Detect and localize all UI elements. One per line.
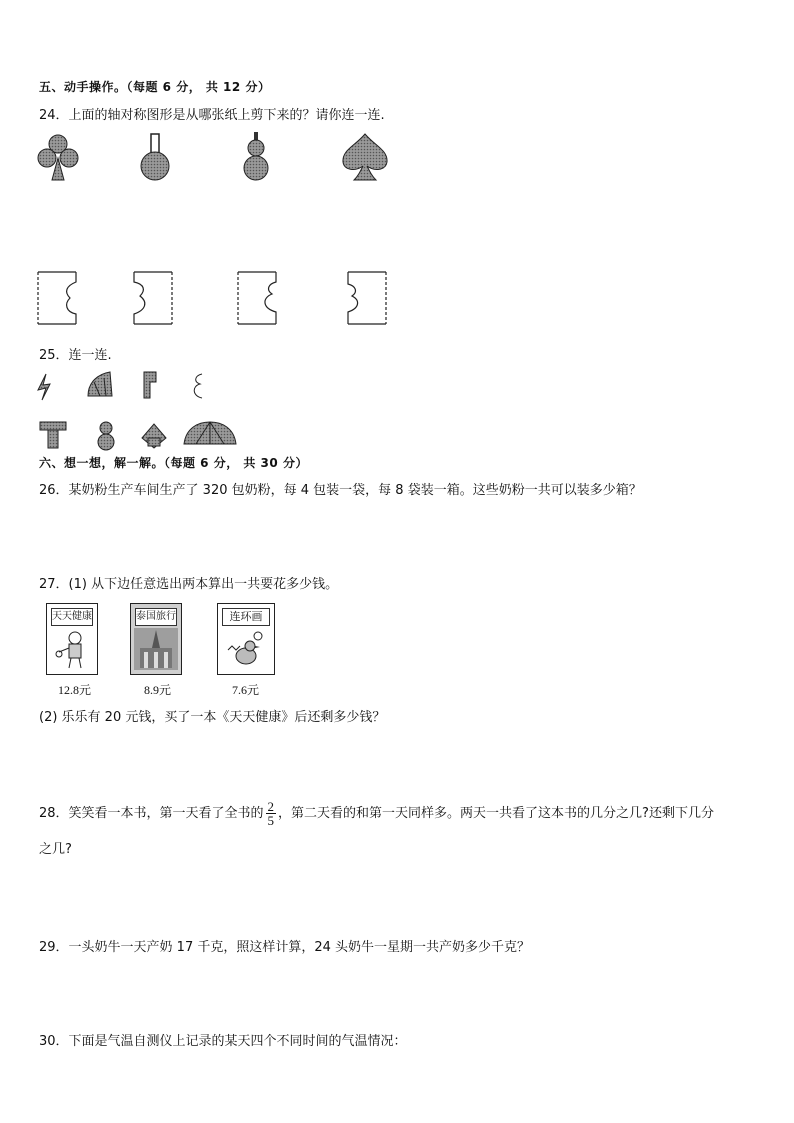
boy-illustration-icon xyxy=(51,628,93,670)
q24-bottom-papers xyxy=(30,268,400,330)
book-lianhuanhua xyxy=(217,603,275,675)
folded-paper-a-icon xyxy=(38,272,76,324)
umbrella-half-icon xyxy=(88,372,112,396)
club-shape-icon xyxy=(38,135,78,180)
book-tiantian-jiankang xyxy=(46,603,98,675)
q27-part1: 27．(1) 从下边任意选出两本算出一共要花多少钱。 xyxy=(39,577,339,592)
section6-heading: 六、想一想，解一解。（每题 6 分， 共 30 分） xyxy=(39,456,308,470)
bird-illustration-icon xyxy=(224,630,268,668)
q26-text: 26．某奶粉生产车间生产了 320 包奶粉，每 4 包装一袋，每 8 袋装一箱。这些奶粉一共可以装多少箱？ xyxy=(39,483,642,498)
book-price: 12.8元 xyxy=(58,683,92,697)
gourd-shape-icon xyxy=(244,132,268,180)
tree-figure-icon xyxy=(40,422,66,448)
gourd-half-icon xyxy=(194,374,202,398)
book-title: 天天健康 xyxy=(51,608,93,626)
book-title: 连环画 xyxy=(222,608,270,626)
q28-before: 28．笑笑看一本书，第一天看了全书的 xyxy=(39,806,264,821)
folded-paper-b-icon xyxy=(134,272,172,324)
q28-line2: 之几? xyxy=(39,842,72,857)
fraction-numerator: 2 xyxy=(267,799,275,814)
house-figure-icon xyxy=(142,424,166,448)
gourd-figure-icon xyxy=(98,422,114,450)
book-price: 8.9元 xyxy=(144,683,172,697)
q24-top-shapes xyxy=(30,130,400,190)
q27-part2: (2) 乐乐有 20 元钱，买了一本《天天健康》后还剩多少钱？ xyxy=(39,710,386,725)
book-price: 7.6元 xyxy=(232,683,260,697)
q28-after: ，第二天看的和第一天同样多。两天一共看了这本书的几分之几?还剩下几分 xyxy=(278,806,714,821)
q24-text: 24．上面的轴对称图形是从哪张纸上剪下来的？请你连一连. xyxy=(39,108,385,123)
temple-illustration-icon xyxy=(134,628,178,670)
q25-top-halves xyxy=(34,368,224,404)
q29-text: 29．一头奶牛一天产奶 17 千克，照这样计算，24 头奶牛一星期一共产奶多少千克？ xyxy=(39,940,531,955)
q28-fraction xyxy=(266,800,277,827)
fraction-denominator: 5 xyxy=(267,813,275,828)
section5-heading: 五、动手操作。（每题 6 分， 共 12 分） xyxy=(39,80,271,94)
lightning-half-icon xyxy=(38,374,50,400)
umbrella-figure-icon xyxy=(184,422,236,444)
q30-text: 30．下面是气温自测仪上记录的某天四个不同时间的气温情况： xyxy=(39,1034,407,1049)
folded-paper-c-icon xyxy=(238,272,276,324)
q28-text xyxy=(39,793,759,865)
book-taiguo-lvxing xyxy=(130,603,182,675)
folded-paper-d-icon xyxy=(348,272,386,324)
q25-text: 25．连一连. xyxy=(39,348,112,363)
tree-half-icon xyxy=(144,372,156,398)
book-title: 泰国旅行 xyxy=(135,608,177,626)
bottle-shape-icon xyxy=(141,134,169,180)
spade-shape-icon xyxy=(343,134,387,180)
q25-bottom-figures xyxy=(34,418,244,452)
